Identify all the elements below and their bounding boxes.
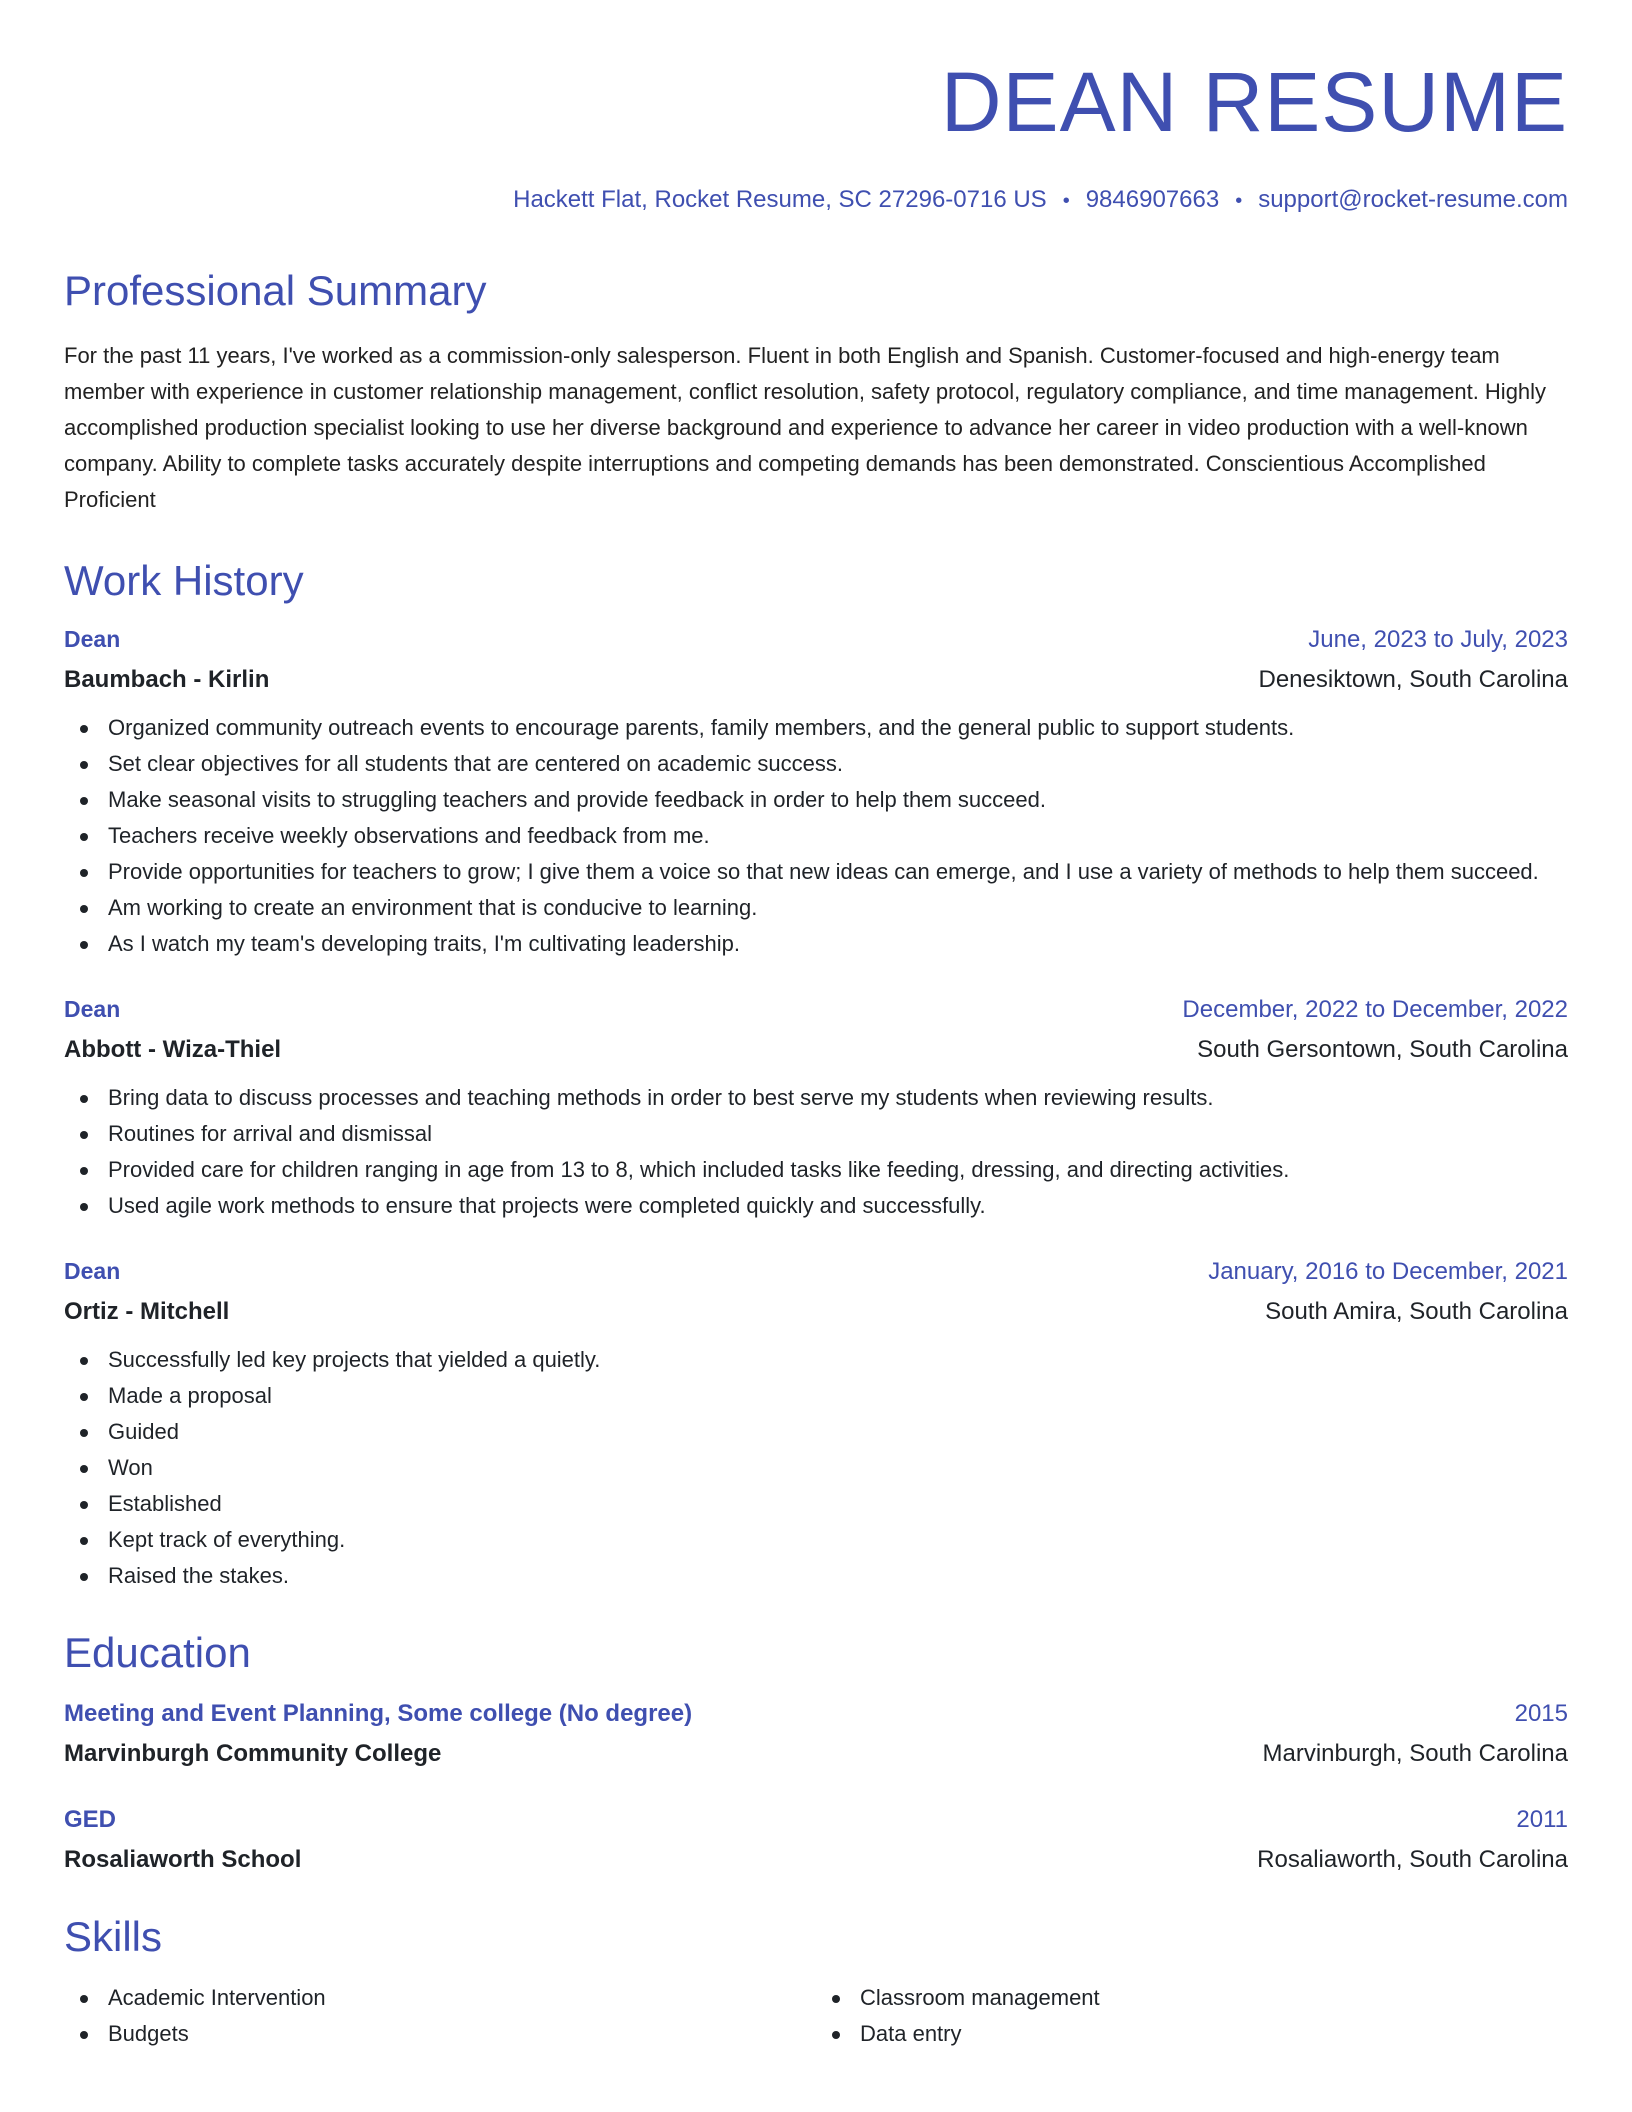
job-bullet: Provide opportunities for teachers to grow; I give them a voice so that new ideas can emerge, and I use a variety of methods to help them succeed. [64, 854, 1568, 890]
job-bullet: Won [64, 1450, 1568, 1486]
skills-list [64, 1980, 1568, 2052]
education-school: Rosaliaworth School [64, 1846, 302, 1873]
contact-phone: 9846907663 [1085, 186, 1220, 213]
work-history-heading: Work History [64, 557, 304, 604]
education-school: Marvinburgh Community College [64, 1740, 442, 1767]
job-bullet: Am working to create an environment that is conducive to learning. [64, 890, 1568, 926]
skills-column-right [816, 1980, 1568, 2052]
education-degree: GED [64, 1806, 117, 1833]
job-company: Ortiz - Mitchell [64, 1298, 230, 1325]
contact-separator: • [1062, 190, 1070, 212]
job-location: Denesiktown, South Carolina [1258, 666, 1568, 693]
job-bullet: Routines for arrival and dismissal [64, 1116, 1568, 1152]
job-dates: January, 2016 to December, 2021 [1208, 1258, 1568, 1285]
job-bullet: As I watch my team's developing traits, I'm cultivating leadership. [64, 926, 1568, 962]
contact-address: Hackett Flat, Rocket Resume, SC 27296-0716 US [513, 186, 1047, 213]
education-heading: Education [64, 1629, 251, 1676]
resume-name: DEAN RESUME [940, 55, 1568, 149]
job-bullet: Organized community outreach events to encourage parents, family members, and the general public to support students. [64, 710, 1568, 746]
job-company: Abbott - Wiza-Thiel [64, 1036, 282, 1063]
job-role: Dean [64, 1258, 121, 1284]
job-bullet: Successfully led key projects that yielded a quietly. [64, 1342, 1568, 1378]
job-location: South Amira, South Carolina [1265, 1298, 1568, 1325]
skill-item: Budgets [64, 2016, 816, 2052]
education-entry [64, 1806, 1568, 1874]
job-bullets [64, 1342, 1568, 1594]
job-dates: June, 2023 to July, 2023 [1308, 626, 1568, 653]
job-bullet: Guided [64, 1414, 1568, 1450]
skills-heading: Skills [64, 1913, 163, 1960]
job-bullets [64, 710, 1568, 962]
job-bullet: Teachers receive weekly observations and feedback from me. [64, 818, 1568, 854]
summary-text: For the past 11 years, I've worked as a commission-only salesperson. Fluent in both English and Spanish. Customer-focused and high-energy team member with experience in customer relationship management, conflict resolution, safety protocol, regulatory compliance, and time management. Highly accomplished production specialist looking to use her diverse background and experience to advance her career in video production with a well-known company. Ability to complete tasks accurately despite interruptions and competing demands has been demonstrated. Conscientious Accomplished Proficient [64, 343, 1547, 512]
job-bullet: Provided care for children ranging in age from 13 to 8, which included tasks like feeding, dressing, and directing activities. [64, 1152, 1568, 1188]
skill-item: Classroom management [816, 1980, 1568, 2016]
education-location: Rosaliaworth, South Carolina [1257, 1846, 1568, 1873]
education-year: 2011 [1516, 1806, 1568, 1833]
job-bullet: Made a proposal [64, 1378, 1568, 1414]
education-entry [64, 1700, 1568, 1768]
education-degree: Meeting and Event Planning, Some college (No degree) [64, 1700, 693, 1727]
job-bullet: Set clear objectives for all students that are centered on academic success. [64, 746, 1568, 782]
summary-heading: Professional Summary [64, 267, 487, 314]
job-bullet: Kept track of everything. [64, 1522, 1568, 1558]
skills-column-left [64, 1980, 816, 2052]
skill-item: Academic Intervention [64, 1980, 816, 2016]
job-entry [64, 626, 1568, 962]
job-role: Dean [64, 626, 121, 652]
education-location: Marvinburgh, South Carolina [1262, 1740, 1568, 1767]
job-company: Baumbach - Kirlin [64, 666, 270, 693]
job-location: South Gersontown, South Carolina [1197, 1036, 1568, 1063]
contact-email: support@rocket-resume.com [1258, 186, 1568, 213]
education-year: 2015 [1514, 1700, 1568, 1727]
skill-item: Data entry [816, 2016, 1568, 2052]
job-dates: December, 2022 to December, 2022 [1182, 996, 1568, 1023]
job-entry [64, 1258, 1568, 1594]
job-bullet: Established [64, 1486, 1568, 1522]
contact-separator: • [1235, 190, 1243, 212]
job-bullet: Bring data to discuss processes and teaching methods in order to best serve my students when reviewing results. [64, 1080, 1568, 1116]
job-role: Dean [64, 996, 121, 1022]
job-bullet: Used agile work methods to ensure that projects were completed quickly and successfully. [64, 1188, 1568, 1224]
job-bullet: Make seasonal visits to struggling teachers and provide feedback in order to help them succeed. [64, 782, 1568, 818]
contact-line [64, 186, 1568, 214]
job-entry [64, 996, 1568, 1224]
job-bullet: Raised the stakes. [64, 1558, 1568, 1594]
job-bullets [64, 1080, 1568, 1224]
